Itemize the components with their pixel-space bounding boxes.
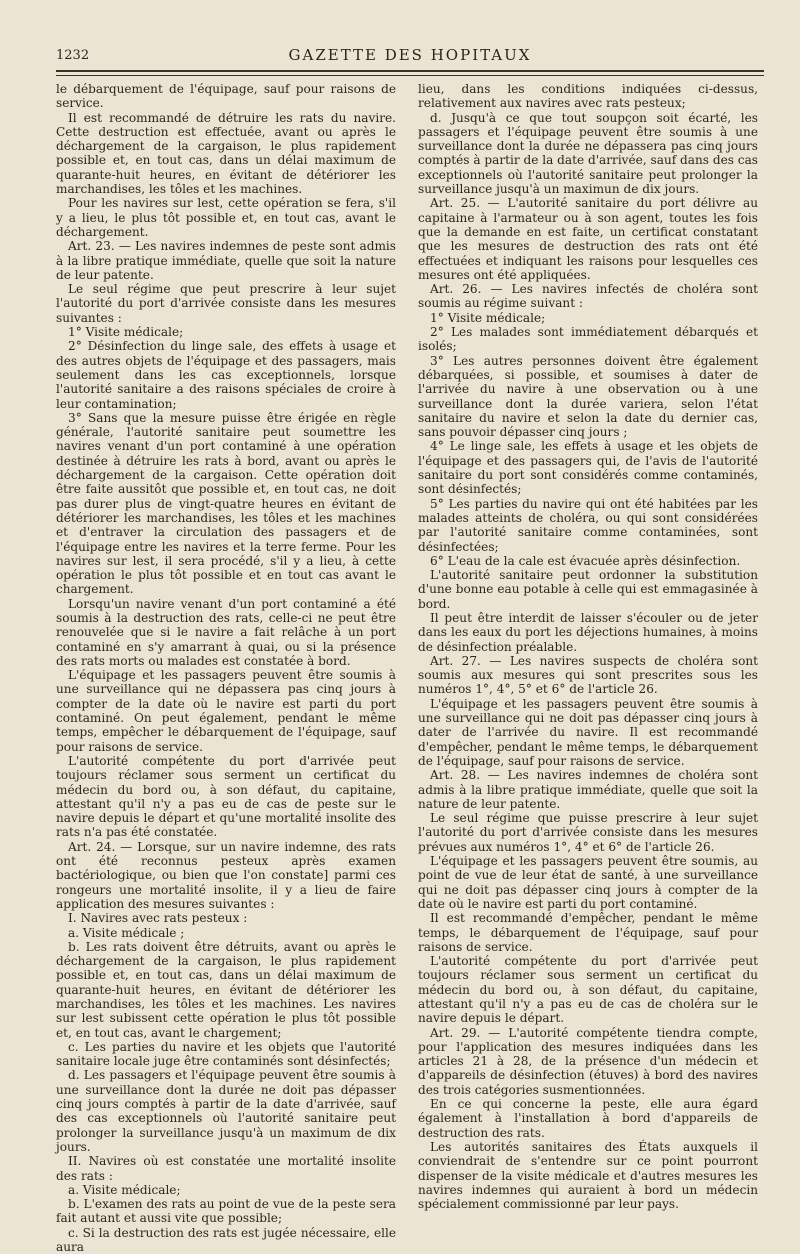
paragraph: c. Si la destruction des rats est jugée nécessaire, elle aura <box>56 1225 396 1254</box>
paragraph: 2° Les malades sont immédiatement débarqués et isolés; <box>418 325 758 354</box>
paragraph: 3° Sans que la mesure puisse être érigée en règle générale, l'autorité sanitaire peut soumettre les navires venant d'un port contaminé à une opération destinée à détruire les rats à bord, avant ou après le déchargement de la cargaison. Cette opération doit être faite aussitôt que possible et, en tout cas, ne doit pas durer plus de vingt-quatre heures en évitant de détériorer les marchandises, les tôles et les machines et d'entraver la circulation des passagers et de l'équipage entre les navires et la terre ferme. Pour les navires sur lest, il sera procédé, s'il y a lieu, à cette opération le plus tôt possible et en tout cas avant le chargement. <box>56 410 396 597</box>
page-header <box>56 44 764 68</box>
paragraph: c. Les parties du navire et les objets que l'autorité sanitaire locale juge être contaminés sont désinfectés; <box>56 1039 396 1069</box>
paragraph: lieu, dans les conditions indiquées ci-dessus, relativement aux navires avec rats pesteux; <box>418 82 758 111</box>
paragraph: L'équipage et les passagers peuvent être soumis, au point de vue de leur état de santé, à une surveillance qui ne doit pas dépasser cinq jours à compter de la date où le navire est parti du port contaminé. <box>418 854 758 911</box>
paragraph: b. Les rats doivent être détruits, avant ou après le déchargement de la cargaison, le plus rapidement possible et, en tout cas, dans un délai maximum de quarante-huit heures, en évitant de détériorer les marchandises, les tôles et les machines. Les navires sur lest subissent cette opération le plus tôt possible et, en tout cas, avant le chargement; <box>56 939 396 1040</box>
paragraph: Lorsqu'un navire venant d'un port contaminé a été soumis à la destruction des rats, celle-ci ne peut être renouvelée que si le navire a fait relâche à un port contaminé en s'y amarrant à quai, ou si la présence des rats morts ou malades est constatée à bord. <box>56 596 396 668</box>
paragraph: d. Les passagers et l'équipage peuvent être soumis à une surveillance dont la durée ne doit pas dépasser cinq jours comptés à partir de la date d'arrivée, sauf des cas exceptionnels où l'autorité sanitaire peut prolonger la surveillance jusqu'à un maximum de dix jours. <box>56 1068 396 1154</box>
paragraph: Il peut être interdit de laisser s'écouler ou de jeter dans les eaux du port les déjections humaines, à moins de désinfection préalable. <box>418 610 758 654</box>
paragraph: Le seul régime que puisse prescrire à leur sujet l'autorité du port d'arrivée consiste dans les mesures prévues aux numéros 1°, 4° et 6° de l'article 26. <box>418 811 758 854</box>
page-number: 1232 <box>56 48 90 63</box>
left-column <box>56 82 396 1254</box>
paragraph: 4° Le linge sale, les effets à usage et les objets de l'équipage et des passagers qui, de l'avis de l'autorité sanitaire du port sont considérés comme contaminés, sont désinfectés; <box>418 439 758 497</box>
right-column <box>418 82 758 1211</box>
paragraph: L'autorité compétente du port d'arrivée peut toujours réclamer sous serment un certificat du médecin du bord ou, à son défaut, du capitaine, attestant qu'il n'y a pas eu de cas de peste sur le navire depuis le départ et qu'une mortalité insolite des rats n'a pas été constatée. <box>56 753 396 840</box>
paragraph: L'équipage et les passagers peuvent être soumis à une surveillance qui ne dépassera pas cinq jours à compter de la date où le navire est parti du port contaminé. On peut également, pendant le même temps, empêcher le débarquement de l'équipage, sauf pour raisons de service. <box>56 668 396 754</box>
paragraph: 3° Les autres personnes doivent être également débarquées, si possible, et soumises à dater de l'arrivée du navire à une observation ou à une surveillance dont la durée variera, selon l'état sanitaire du navire et selon la date du dernier cas, sans pouvoir dépasser cinq jours ; <box>418 353 758 440</box>
paragraph: le débarquement de l'équipage, sauf pour raisons de service. <box>56 82 396 111</box>
running-title: GAZETTE DES HOPITAUX <box>288 46 532 64</box>
paragraph: 2° Désinfection du linge sale, des effets à usage et des autres objets de l'équipage et des passagers, mais seulement dans les cas exceptionnels, lorsque l'autorité sanitaire a des raisons spéciales de croire à leur contamination; <box>56 339 396 411</box>
paragraph: 1° Visite médicale; <box>430 310 546 325</box>
paragraph: En ce qui concerne la peste, elle aura égard également à l'installation à bord d'appareils de destruction des rats. <box>418 1097 758 1140</box>
paragraph: Art. 24. — Lorsque, sur un navire indemne, des rats ont été reconnus pesteux après examen bactériologique, ou bien que l'on constate] parmi ces rongeurs une mortalité insolite, il y a lieu de faire application des mesures suivantes : <box>56 839 396 911</box>
paragraph: Le seul régime que peut prescrire à leur sujet l'autorité du port d'arrivée consiste dans les mesures suivantes : <box>56 282 396 325</box>
paragraph: Les autorités sanitaires des États auxquels il conviendrait de s'entendre sur ce point pourront dispenser de la visite médicale et d'autres mesures les navires indemnes qui auraient à bord un médecin spécialement commissionné par leur pays. <box>418 1139 758 1212</box>
header-rule <box>56 70 764 76</box>
paragraph: Art. 27. — Les navires suspects de choléra sont soumis aux mesures qui sont prescrites sous les numéros 1°, 4°, 5° et 6° de l'article 26. <box>418 653 758 697</box>
paragraph: a. Visite médicale; <box>68 1182 181 1197</box>
paragraph: 5° Les parties du navire qui ont été habitées par les malades atteints de choléra, ou qui sont considérées par l'autorité sanitaire comme contaminées, sont désinfectées; <box>418 496 758 554</box>
paragraph: I. Navires avec rats pesteux : <box>68 911 248 926</box>
paragraph: L'autorité compétente du port d'arrivée peut toujours réclamer sous serment un certificat du médecin du bord ou, à son défaut, du capitaine, attestant qu'il n'y a pas eu de cas de choléra sur le navire depuis le départ. <box>418 954 758 1026</box>
paragraph: Pour les navires sur lest, cette opération se fera, s'il y a lieu, le plus tôt possible et, en tout cas, avant le déchargement. <box>56 196 396 239</box>
paragraph: b. L'examen des rats au point de vue de la peste sera fait autant et aussi vite que possible; <box>56 1197 396 1226</box>
paragraph: Art. 29. — L'autorité compétente tiendra compte, pour l'application des mesures indiquées dans les articles 21 à 28, de la présence d'un médecin et d'appareils de désinfection (étuves) à bord des navires des trois catégories susmentionnées. <box>418 1025 758 1097</box>
paragraph: Art. 26. — Les navires infectés de choléra sont soumis au régime suivant : <box>418 282 758 311</box>
paragraph: 1° Visite médicale; <box>68 325 184 340</box>
paragraph: a. Visite médicale ; <box>68 925 185 940</box>
paragraph: d. Jusqu'à ce que tout soupçon soit écarté, les passagers et l'équipage peuvent être soumis à une surveillance dont la durée ne dépassera pas cinq jours comptés à partir de la date d'arrivée, sauf dans des cas exceptionnels où l'autorité sanitaire peut prolonger la surveillance jusqu'à un maximun de dix jours. <box>418 110 758 197</box>
paragraph: L'équipage et les passagers peuvent être soumis à une surveillance qui ne doit pas dépasser cinq jours à dater de l'arrivée du navire. Il est recommandé d'empêcher, pendant le même temps, le débarquement de l'équipage, sauf pour raisons de service. <box>418 696 758 768</box>
paragraph: L'autorité sanitaire peut ordonner la substitution d'une bonne eau potable à celle qui est emmagasinée à bord. <box>418 568 758 611</box>
paragraph: Art. 28. — Les navires indemnes de choléra sont admis à la libre pratique immédiate, quelle que soit la nature de leur patente. <box>418 768 758 811</box>
paragraph: Il est recommandé de détruire les rats du navire. Cette destruction est effectuée, avant ou après le déchargement de la cargaison, le plus rapidement possible et, en tout cas, dans un délai maximum de quarante-huit heures, en évitant de détériorer les marchandises, les tôles et les machines. <box>56 110 396 197</box>
paragraph: Art. 23. — Les navires indemnes de peste sont admis à la libre pratique immédiate, quelle que soit la nature de leur patente. <box>56 239 396 282</box>
paragraph: Art. 25. — L'autorité sanitaire du port délivre au capitaine à l'armateur ou à son agent, toutes les fois que la demande en est faite, un certificat constatant que les mesures de destruction des rats ont été effectuées et indiquant les raisons pour lesquelles ces mesures ont été appliquées. <box>418 196 758 282</box>
paragraph: II. Navires où est constatée une mortalité insolite des rats : <box>56 1154 396 1183</box>
paragraph: Il est recommandé d'empêcher, pendant le même temps, le débarquement de l'équipage, sauf pour raisons de service. <box>418 911 758 954</box>
paragraph: 6° L'eau de la cale est évacuée après désinfection. <box>430 553 741 568</box>
